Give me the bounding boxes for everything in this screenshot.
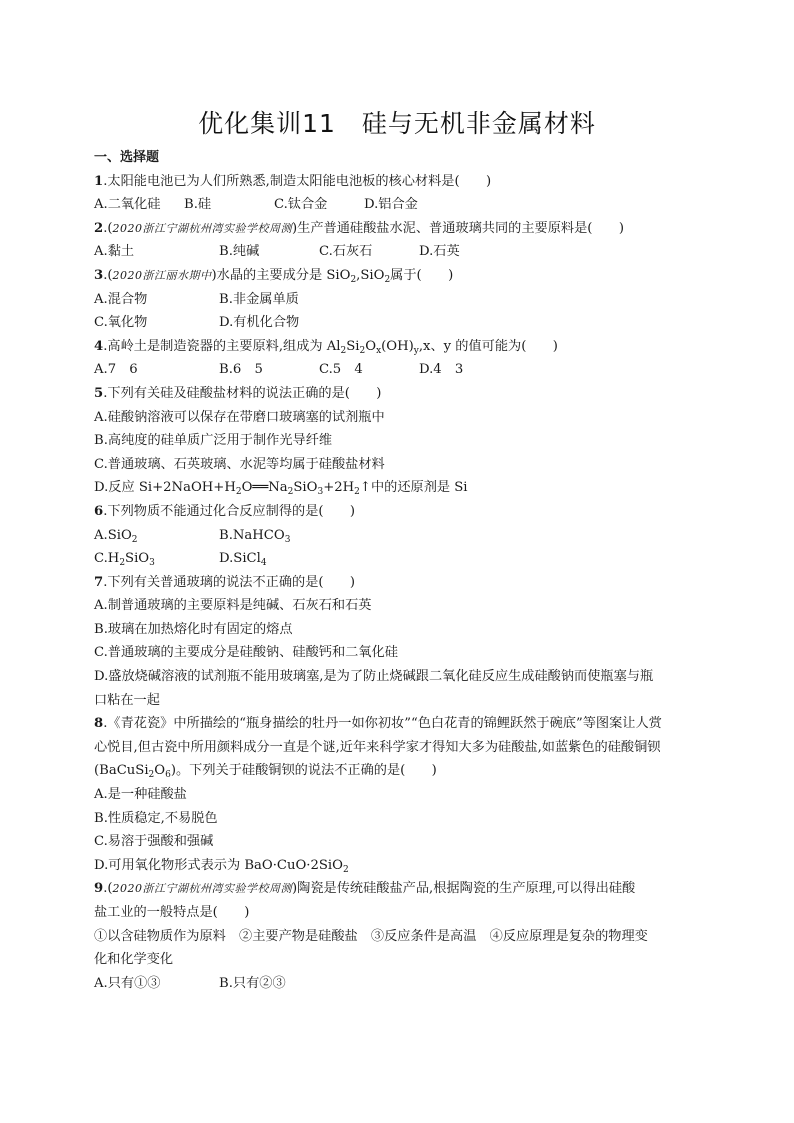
subscript: 6 bbox=[165, 770, 171, 781]
question-text: ,SiO bbox=[356, 267, 385, 283]
question-9-stem-line1 bbox=[94, 877, 714, 901]
subscript: 2 bbox=[359, 345, 366, 356]
option-text: SiO bbox=[125, 551, 150, 567]
question-text: .下列有关硅及硅酸盐材料的说法正确的是( ) bbox=[103, 385, 382, 401]
option-a: A.7 6 bbox=[94, 362, 138, 378]
option-c: C.氧化物 bbox=[94, 315, 148, 331]
question-5-stem bbox=[94, 382, 714, 406]
subscript: 3 bbox=[284, 534, 291, 545]
question-number: 3 bbox=[94, 267, 104, 283]
question-text: ,x、y 的值可能为( ) bbox=[418, 338, 558, 354]
option-c: C.易溶于强酸和强碱 bbox=[94, 834, 214, 850]
option-b: B.硅 bbox=[184, 197, 212, 213]
question-1-stem bbox=[94, 170, 714, 194]
option-c: C.钛合金 bbox=[274, 197, 328, 213]
subscript: 2 bbox=[342, 864, 349, 875]
subscript: 2 bbox=[340, 345, 347, 356]
option-a: A.硅酸钠溶液可以保存在带磨口玻璃塞的试剂瓶中 bbox=[94, 409, 385, 425]
question-2-stem bbox=[94, 217, 714, 241]
paren: .( bbox=[103, 881, 113, 897]
option-text: B.NaHCO bbox=[219, 527, 285, 543]
question-number: 4 bbox=[94, 338, 104, 354]
question-text: .下列物质不能通过化合反应制得的是( ) bbox=[103, 503, 356, 519]
question-text: )陶瓷是传统硅酸盐产品,根据陶瓷的生产原理,可以得出硅酸 bbox=[292, 881, 636, 897]
subscript: 3 bbox=[149, 558, 155, 569]
question-text: (OH) bbox=[381, 338, 414, 354]
option-c: C.普通玻璃的主要成分是硅酸钠、硅酸钙和二氧化硅 bbox=[94, 645, 398, 661]
option-b: B.高纯度的硅单质广泛用于制作光导纤维 bbox=[94, 433, 333, 449]
question-3-stem bbox=[94, 264, 714, 288]
option-text: A.SiO bbox=[94, 527, 132, 543]
question-source: 2020浙江丽水期中 bbox=[112, 268, 212, 282]
question-2-options bbox=[94, 240, 714, 264]
option-b: B.玻璃在加热熔化时有固定的熔点 bbox=[94, 621, 293, 637]
question-text: O bbox=[154, 763, 166, 779]
option-d: D.有机化合物 bbox=[219, 315, 300, 331]
subscript: 2 bbox=[350, 274, 357, 285]
question-source: 2020浙江宁湖杭州湾实验学校周测 bbox=[112, 882, 293, 896]
option-d bbox=[219, 547, 267, 571]
option-b bbox=[219, 524, 290, 548]
option-a: A.制普通玻璃的主要原料是纯碱、石灰石和石英 bbox=[94, 598, 372, 614]
question-8-stem-line1 bbox=[94, 712, 714, 736]
question-list bbox=[94, 146, 714, 995]
option-c: C.5 4 bbox=[319, 362, 363, 378]
question-9-statements-line1: ①以含硅物质作为原料 ②主要产物是硅酸盐 ③反应条件是高温 ④反应原理是复杂的物理变 bbox=[94, 928, 648, 944]
option-d: D.4 3 bbox=[419, 362, 464, 378]
option-text: ↑中的还原剂是 Si bbox=[359, 480, 468, 496]
option-a: A.黏土 bbox=[94, 244, 135, 260]
question-7-stem bbox=[94, 571, 714, 595]
option-d: D.铝合金 bbox=[364, 197, 418, 213]
subscript: 2 bbox=[384, 274, 391, 285]
option-a bbox=[94, 524, 219, 548]
subscript: y bbox=[413, 345, 419, 356]
option-text: C.H bbox=[94, 551, 120, 567]
option-d-line1: D.盛放烧碱溶液的试剂瓶不能用玻璃塞,是为了防止烧碱跟二氧化硅反应生成硅酸钠而使瓶塞与瓶 bbox=[94, 669, 654, 685]
question-text: (BaCuSi bbox=[94, 763, 149, 779]
subscript: 2 bbox=[131, 534, 138, 545]
subscript: x bbox=[376, 345, 382, 356]
question-source: 2020浙江宁湖杭州湾实验学校周测 bbox=[112, 221, 293, 235]
question-4-stem bbox=[94, 335, 714, 359]
option-text: D.反应 Si+2NaOH+H bbox=[94, 480, 236, 496]
question-text: )生产普通硅酸盐水泥、普通玻璃共同的主要原料是( ) bbox=[292, 220, 624, 236]
option-a: A.是一种硅酸盐 bbox=[94, 787, 187, 803]
question-number: 8 bbox=[94, 716, 104, 732]
question-number: 2 bbox=[94, 220, 104, 236]
section-heading: 一、选择题 bbox=[94, 150, 160, 165]
question-6-stem bbox=[94, 500, 714, 524]
question-text: )。下列关于硅酸铜钡的说法不正确的是( ) bbox=[170, 763, 437, 779]
question-number: 5 bbox=[94, 385, 104, 401]
question-text: 属于( ) bbox=[390, 267, 454, 283]
question-number: 1 bbox=[94, 173, 104, 189]
option-b: B.只有②③ bbox=[219, 975, 286, 991]
option-text: SiO bbox=[293, 480, 318, 496]
question-9-statements-line2: 化和化学变化 bbox=[94, 952, 174, 968]
question-number: 9 bbox=[94, 881, 104, 897]
option-d: D.石英 bbox=[419, 244, 460, 260]
question-text: .《青花瓷》中所描绘的“瓶身描绘的牡丹一如你初妆”“色白花青的锦鲤跃然于碗底”等图案让人赏 bbox=[103, 716, 662, 732]
page-title: 优化集训11 硅与无机非金属材料 bbox=[198, 109, 596, 138]
question-text: )水晶的主要成分是 SiO bbox=[211, 267, 351, 283]
question-text: Si bbox=[346, 338, 360, 354]
option-text: D.SiCl bbox=[219, 551, 261, 567]
question-number: 6 bbox=[94, 503, 104, 519]
option-d bbox=[94, 854, 714, 878]
option-d-line2: 口粘在一起 bbox=[94, 692, 160, 708]
option-a: A.二氧化硅 bbox=[94, 197, 161, 213]
option-text: +2H bbox=[323, 480, 355, 496]
question-1-options bbox=[94, 193, 714, 217]
question-number: 7 bbox=[94, 574, 104, 590]
question-text: .太阳能电池已为人们所熟悉,制造太阳能电池板的核心材料是( ) bbox=[103, 173, 492, 189]
question-8-stem-line3 bbox=[94, 759, 714, 783]
subscript: 2 bbox=[354, 487, 360, 498]
subscript: 2 bbox=[119, 558, 126, 569]
paren: .( bbox=[103, 220, 113, 236]
option-d bbox=[94, 476, 714, 500]
option-text: D.可用氧化物形式表示为 BaO·CuO·2SiO bbox=[94, 857, 343, 873]
subscript: 4 bbox=[260, 558, 267, 569]
question-3-options-row1 bbox=[94, 288, 714, 312]
option-b: B.性质稳定,不易脱色 bbox=[94, 810, 218, 826]
subscript: 2 bbox=[235, 487, 242, 498]
subscript: 2 bbox=[287, 487, 294, 498]
question-8-stem-line2: 心悦目,但古瓷中所用颜料成分一直是个谜,近年来科学家才得知大多为硅酸盐,如蓝紫色的硅酸铜钡 bbox=[94, 739, 661, 755]
subscript: 3 bbox=[317, 487, 324, 498]
question-4-options bbox=[94, 358, 714, 382]
question-9-stem-line2: 盐工业的一般特点是( ) bbox=[94, 905, 250, 920]
option-c: C.石灰石 bbox=[319, 244, 373, 260]
question-text: .高岭土是制造瓷器的主要原料,组成为 Al bbox=[103, 338, 341, 354]
option-b: B.6 5 bbox=[219, 362, 263, 378]
option-a: A.混合物 bbox=[94, 291, 148, 307]
question-9-options bbox=[94, 972, 714, 996]
option-text: O══Na bbox=[241, 480, 288, 496]
option-b: B.纯碱 bbox=[219, 244, 260, 260]
option-c bbox=[94, 547, 219, 571]
question-6-options-row2 bbox=[94, 547, 714, 571]
option-b: B.非金属单质 bbox=[219, 291, 299, 307]
question-3-options-row2 bbox=[94, 311, 714, 335]
paren: .( bbox=[103, 267, 113, 283]
subscript: 2 bbox=[148, 770, 155, 781]
question-text: O bbox=[365, 338, 377, 354]
question-text: .下列有关普通玻璃的说法不正确的是( ) bbox=[103, 574, 356, 590]
option-c: C.普通玻璃、石英玻璃、水泥等均属于硅酸盐材料 bbox=[94, 456, 385, 472]
option-a: A.只有①③ bbox=[94, 975, 161, 991]
question-6-options-row1 bbox=[94, 524, 714, 548]
